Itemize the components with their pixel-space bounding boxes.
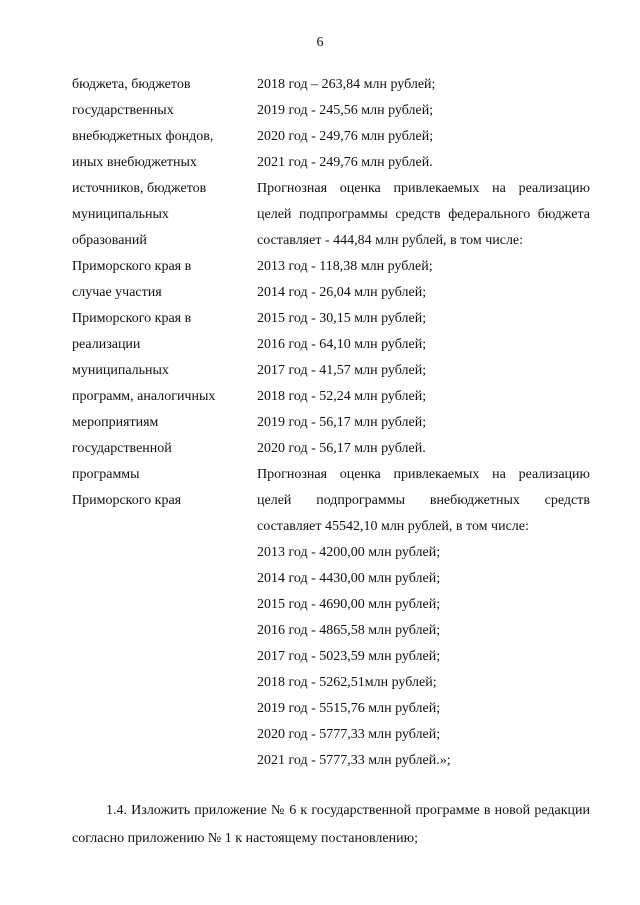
federal-budget-paragraph: Прогнозная оценка привлекаемых на реализацию целей подпрограммы средств федерального бюджета составляет - 444,84 млн рублей, в том числе: (257, 181, 590, 248)
extrabudget-year-line: 2015 год - 4690,00 млн рублей; (257, 597, 441, 612)
right-column-content (257, 72, 590, 774)
left-line: муниципальных (72, 207, 169, 222)
funding-year-line: 2018 год – 263,84 млн рублей; (257, 77, 436, 92)
left-line: случае участия (72, 285, 162, 300)
left-line: муниципальных (72, 363, 169, 378)
federal-year-line: 2016 год - 64,10 млн рублей; (257, 337, 427, 352)
federal-year-line: 2013 год - 118,38 млн рублей; (257, 259, 433, 274)
federal-year-line: 2019 год - 56,17 млн рублей; (257, 415, 427, 430)
left-line: образований (72, 233, 147, 248)
extrabudget-year-line: 2018 год - 5262,51млн рублей; (257, 675, 437, 690)
page-number: 6 (316, 35, 324, 50)
funding-year-line: 2021 год - 249,76 млн рублей. (257, 155, 433, 170)
federal-year-line: 2015 год - 30,15 млн рублей; (257, 311, 427, 326)
federal-year-line: 2018 год - 52,24 млн рублей; (257, 389, 427, 404)
left-line: программы (72, 467, 140, 482)
extrabudget-year-line: 2013 год - 4200,00 млн рублей; (257, 545, 441, 560)
left-line: источников, бюджетов (72, 181, 207, 196)
left-line: государственных (72, 103, 174, 118)
left-line: государственной (72, 441, 172, 456)
extrabudget-year-line: 2014 год - 4430,00 млн рублей; (257, 571, 441, 586)
left-line: программ, аналогичных (72, 389, 216, 404)
amendment-section (72, 797, 590, 853)
extrabudget-year-line: 2016 год - 4865,58 млн рублей; (257, 623, 441, 638)
extrabudget-year-line: 2020 год - 5777,33 млн рублей; (257, 727, 441, 742)
left-line: Приморского края в (72, 311, 192, 326)
left-line: Приморского края (72, 493, 182, 508)
left-line: внебюджетных фондов, (72, 129, 214, 144)
left-line: бюджета, бюджетов (72, 77, 191, 92)
funding-year-line: 2019 год - 245,56 млн рублей; (257, 103, 434, 118)
left-line: Приморского края в (72, 259, 192, 274)
funding-year-line: 2020 год - 249,76 млн рублей; (257, 129, 434, 144)
amendment-paragraph: 1.4. Изложить приложение № 6 к государственной программе в новой редакции согласно приложению № 1 к настоящему постановлению; (72, 803, 590, 846)
federal-year-line: 2017 год - 41,57 млн рублей; (257, 363, 427, 378)
extrabudget-year-line: 2017 год - 5023,59 млн рублей; (257, 649, 441, 664)
left-line: мероприятиям (72, 415, 159, 430)
federal-year-line: 2014 год - 26,04 млн рублей; (257, 285, 427, 300)
left-line: реализации (72, 337, 141, 352)
extrabudget-year-line: 2021 год - 5777,33 млн рублей.»; (257, 753, 451, 768)
left-column-label (72, 72, 242, 514)
extrabudget-paragraph: Прогнозная оценка привлекаемых на реализацию целей подпрограммы внебюджетных средств составляет 45542,10 млн рублей, в том числе: (257, 467, 590, 534)
federal-year-line: 2020 год - 56,17 млн рублей. (257, 441, 426, 456)
extrabudget-year-line: 2019 год - 5515,76 млн рублей; (257, 701, 441, 716)
left-line: иных внебюджетных (72, 155, 197, 170)
